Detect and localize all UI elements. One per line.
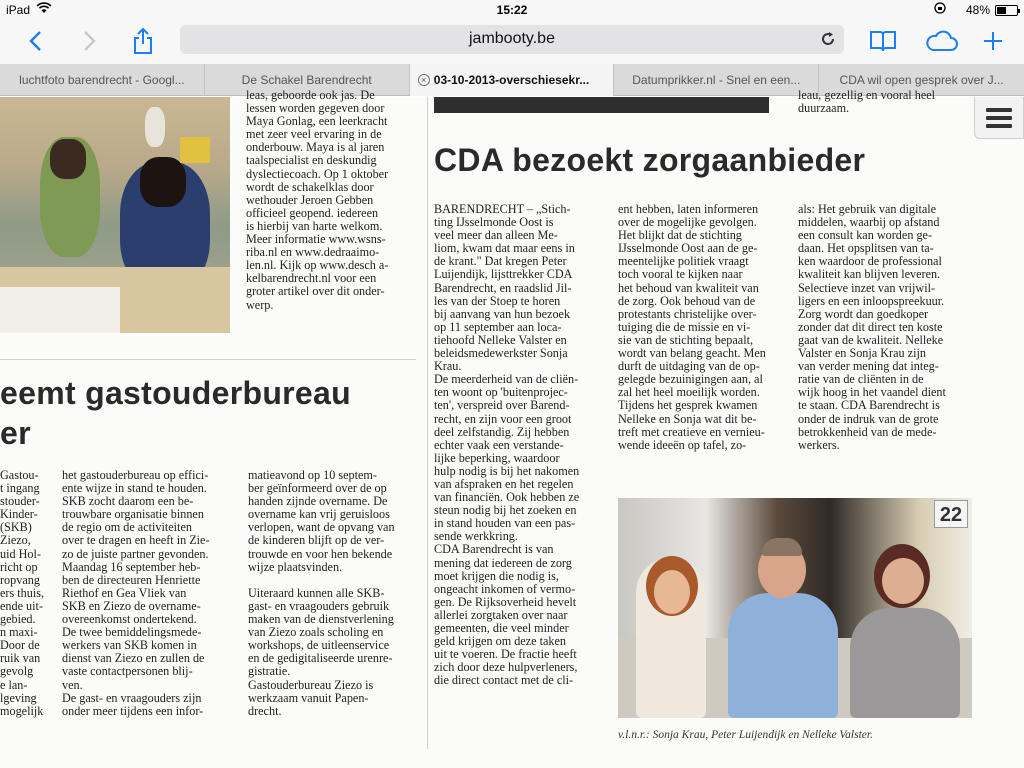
text-line: BARENDRECHT – „Stich- [434,202,571,216]
tab-datumprikker[interactable] [614,64,819,96]
hamburger-icon-bar [986,124,1012,128]
text-line: lgeving [0,690,37,705]
tab-luchtfoto[interactable] [0,64,205,96]
text-line: gen. De Rijksoverheid hevelt [434,594,577,609]
text-line: geld krijgen om deze taken [434,634,566,649]
text-line: toch vooral te kijken naar [618,267,743,282]
text-line [248,574,416,587]
text-line: een consult kan worden ge- [798,228,933,243]
text-line: wordt van belang geacht. Men [618,346,766,361]
text-line: onder meer tijdens een infor- [62,703,204,718]
text-line: maken van de dienstverlening [248,612,394,627]
chevron-right-icon [83,30,97,52]
text-line: overname kan vrij geruisloos [248,507,390,522]
text-line: riba.nl en www.dedraaimo- [246,245,380,260]
text-line: Selectieve inzet van vrijwil- [798,280,936,295]
text-line: deel zelfstandig. Zij hebben [434,424,570,439]
text-line: veel meer dan alleen Me- [434,228,558,243]
headline-line: eemt gastouderbureau [0,375,351,411]
clock: 15:22 [496,3,528,17]
article-cda-col1 [434,203,604,687]
text-line: Maya Gonlag, een leerkracht [246,114,388,129]
text-line: mening dat iedereen de zorg [434,555,572,570]
text-line: is hierbij van harte welkom. [246,218,383,233]
text-line: Het blijkt dat de stichting [618,228,742,243]
divider [0,359,416,360]
text-line: ruik van [0,651,41,666]
text-line: het gastouderbureau op effici- [62,468,209,482]
device-name: iPad [6,3,31,17]
text-line: gebied. [0,612,36,627]
text-line: (SKB) [0,520,32,535]
text-line: ben de directeuren Henriette [62,572,201,587]
text-line: gemeenten, die veel minder [434,621,569,635]
text-line: gast- en vraagouders gebruik [248,598,390,613]
text-line: over de mogelijke gevolgen. [618,215,757,230]
book-icon [869,29,897,53]
text-line: Gastouderbureau Ziezo is [248,677,374,692]
text-line: uit te voeren. De fractie heeft [434,647,577,662]
text-line: werkers van SKB komen in [62,638,197,653]
text-line: ten woont op 'buitenprojec- [434,385,568,400]
text-line: Tijdens het gesprek kwamen [618,398,758,413]
text-line: leau, gezellig en vooral heel [798,88,936,102]
text-line: ente wijze in stand te houden. [62,481,207,496]
text-line: ropvang [0,572,40,587]
text-line: treft met creatieve en vernieu- [618,424,765,439]
text-line: tuiging die de missie en vi- [618,319,751,334]
web-page[interactable] [0,88,1024,768]
hamburger-icon [986,108,1012,112]
text-line: ting IJsselmonde Oost is [434,215,554,230]
text-line: ven. [62,677,83,692]
text-line: drecht. [248,703,282,718]
share-icon [132,27,154,55]
text-line: werkers. [798,437,840,452]
text-line: moet krijgen die nodig is, [434,568,559,583]
text-line: Krau. [434,359,462,374]
text-line: gevolg [0,664,34,679]
text-line: van verder mening dat integ- [798,359,939,374]
classroom-photo [0,97,230,333]
text-line: van afspraken en het regelen [434,476,574,491]
text-line: Uiteraard kunnen alle SKB- [248,585,385,600]
text-line: ten', verspreid over Barend- [434,398,570,413]
text-line: Barendrecht, en raadslid Jil- [434,280,572,295]
text-line: wordt de schakelklas door [246,179,374,194]
text-line: ken waardoor de professional [798,254,942,269]
text-line: ongeacht inkomen of vermo- [434,581,576,596]
site-menu-button[interactable] [974,97,1024,139]
photo-caption: v.l.n.r.: Sonja Krau, Peter Luijendijk en Nelleke Valster. [618,729,873,741]
text-line: matieavond op 10 septem- [248,468,377,482]
text-line: workshops, de uitleenservice [248,638,390,653]
battery-icon [995,5,1018,16]
text-line: officieel geopend. iedereen [246,205,379,220]
text-line: dienst van Ziezo en zullen de [62,651,205,666]
article-schakelklas-text [246,89,416,312]
text-line: richt op [0,559,38,574]
url-text: jambooty.be [469,30,555,47]
text-line: taalspecialist en deskundig [246,153,377,168]
article-cda-headline: CDA bezoekt zorgaanbieder [434,142,866,178]
house-number: 22 [934,500,968,528]
text-line: Riethof en Gea Vliek van [62,585,187,600]
tab-label: 03-10-2013-overschiesekr... [433,73,590,87]
text-line: handen zijnde overname. De [248,494,388,509]
text-line: Kinder- [0,507,38,522]
text-line: beleidsmedewerkster Sonja [434,346,568,361]
text-line: t ingang [0,481,40,496]
text-line: daan. Het opsplitsen van ta- [798,241,934,256]
text-line: CDA Barendrecht is van [434,542,554,557]
text-line: tiehoofd Nelleke Valster en [434,332,567,347]
text-line: zich door deze hulpverleners, [434,660,578,675]
tab-label: De Schakel Barendrecht [241,73,372,87]
text-line: overeenkomst ondertekend. [62,612,197,627]
text-line: verlopen, want de opvang van [248,520,395,535]
text-line: ratie van de cliënten in de [798,372,924,387]
bookmarks-button[interactable] [866,24,900,58]
text-line: gaat van de kwaliteit. Nelleke [798,332,944,347]
text-line: De gast- en vraagouders zijn [62,690,202,705]
text-line: trouwbare organisatie binnen [62,507,204,522]
cloud-icon [924,29,960,53]
text-line: protestants christelijke over- [618,306,757,321]
address-bar[interactable] [180,25,844,54]
text-line: en de gedigitaliseerde urenre- [248,651,393,666]
text-line: Nelleke en Sonja wat dit be- [618,411,757,426]
text-line: wijk hoog in het vaandel dient [798,385,946,400]
text-line: hulp nodig is bij het nakomen [434,463,580,478]
article-cda-col3 [798,203,972,452]
text-line: de regio om de activiteiten [62,520,192,535]
text-line: van Ziezo zoals scholing en [248,625,384,640]
tab-label: Datumprikker.nl - Snel en een... [632,73,801,87]
battery-percent: 48% [965,3,990,17]
text-line: Door de [0,638,40,653]
text-line: Zorg wordt dan goedkoper [798,306,929,321]
new-tab-button[interactable] [976,24,1010,58]
text-line: De twee bemiddelingsmede- [62,625,202,640]
text-line: bij aanvang van hun bezoek [434,306,571,321]
text-line: zonder dat dit direct ten koste [798,319,943,334]
text-line: het behoud van kwaliteit van [618,280,759,295]
text-line: ber geïnformeerd over de op [248,481,387,496]
text-line: Valster en Sonja Krau zijn [798,346,926,361]
text-line: van financiën. Ook hebben ze [434,490,580,505]
text-line: SKB en Ziezo de overname- [62,598,201,613]
text-line: len.nl. Kijk op www.desch a- [246,258,389,273]
text-line: Ziezo, [0,533,31,548]
text-line: vaste contactpersonen blij- [62,664,193,679]
icloud-tabs-button[interactable] [922,24,962,58]
article-gastouder-col3 [248,469,416,718]
text-line: duurzaam. [798,101,850,116]
text-line: zo de juiste partner gevonden. [62,546,209,561]
text-line: de zorg. Ook behoud van de [618,293,756,308]
text-line: gistratie. [248,664,291,679]
text-line: les van der Stoep te horen [434,293,561,308]
text-line: te staan. CDA Barendrecht is [798,398,940,413]
column-divider [427,97,428,749]
rotation-lock-icon [934,2,946,17]
text-line: als: Het gebruik van digitale [798,202,937,216]
text-line: recht, en zijn voor een groot [434,411,572,426]
article-gastouder-col2 [62,469,236,718]
status-bar [0,0,1024,20]
plus-icon [982,30,1004,52]
back-button[interactable] [18,24,52,58]
text-line: IJsselmonde Oost aan de ge- [618,241,758,256]
share-button[interactable] [126,24,160,58]
text-line: Gastou- [0,468,39,482]
hamburger-icon-bar [986,116,1012,120]
text-line: wethouder Jeroen Gebben [246,192,374,207]
browser-toolbar [0,20,1024,64]
text-line: sende werkkring. [434,529,518,544]
tab-overschiesekrant[interactable] [410,64,615,96]
text-line: steun nodig bij het zoeken en [434,503,577,518]
text-line: onder de indruk van de grote [798,411,939,426]
headline-line: er [0,415,31,451]
text-line: echter vaak een verstande- [434,437,564,452]
text-line: met zeer veel ervaring in de [246,127,382,142]
text-line: De meerderheid van de cliën- [434,372,579,387]
text-line: de krant." Dat kregen Peter [434,254,567,269]
reload-icon [820,31,836,47]
reload-button[interactable] [818,29,838,49]
text-line: allerlei zorgtaken over naar [434,607,568,622]
text-line: op 11 september aan loca- [434,319,562,334]
text-line: durft de uitdaging van de op- [618,359,760,374]
tab-label: luchtfoto barendrecht - Googl... [19,73,185,87]
text-line: middelen, waarbij op afstand [798,215,940,230]
text-line: leas, geboorde ook jas. De [246,88,375,102]
text-line: zal het heel moeilijk worden. [618,385,760,400]
text-line: lijke beperking, waardoor [434,450,560,465]
text-line: lessen worden gegeven door [246,101,385,116]
chevron-left-icon [28,30,42,52]
text-line: e lan- [0,677,28,692]
article-top-right-text [798,89,970,115]
text-line: stouder- [0,494,40,509]
text-line: in stand houden van een pas- [434,516,576,531]
text-line: wende ideeën op tafel, zo- [618,437,747,452]
text-line: gelegde bezuinigingen aan, al [618,372,763,387]
close-tab-icon[interactable]: × [418,74,430,86]
text-line: Meer informatie www.wsns- [246,232,386,247]
text-line: ligers en een inloopspreekuur. [798,293,945,308]
text-line: Luijendijk, lijsttrekker CDA [434,267,573,282]
text-line: sie van de stichting bepaalt, [618,332,754,347]
text-line: liom, kwam dat maar eens in [434,241,575,256]
text-line: over te dragen en heeft in Zie- [62,533,210,548]
text-line: uid Hol- [0,546,41,561]
text-line: dyslectiecoach. Op 1 oktober [246,166,389,181]
article-gastouder-col1 [0,469,50,718]
text-line: trouwde en voor hen bekende [248,546,393,561]
photo-strip [434,97,769,113]
text-line: onderbouw. Maya is al jaren [246,140,385,155]
text-line: die direct contact met de cli- [434,673,574,688]
text-line: ers thuis, [0,585,45,600]
text-line: mogelijk [0,703,44,718]
article-cda-col2 [618,203,786,452]
article-gastouder-headline [0,373,351,453]
tab-label: CDA wil open gesprek over J... [839,73,1004,87]
cda-group-photo [618,498,972,718]
text-line: ende uit- [0,598,43,613]
text-line: betrokkenheid van de mede- [798,424,937,439]
text-line: werkzaam vanuit Papen- [248,690,369,705]
text-line: de kinderen blijft op de ver- [248,533,385,548]
text-line: kwaliteit kan blijven leveren. [798,267,941,282]
forward-button[interactable] [73,24,107,58]
text-line: kelbarendrecht.nl voor een [246,271,377,286]
text-line: wijze plaatsvinden. [248,559,343,574]
text-line: groter artikel over dit onder- [246,284,385,299]
text-line: Maandag 16 september heb- [62,559,201,574]
text-line: ent hebben, laten informeren [618,202,759,216]
text-line: n maxi- [0,625,38,640]
text-line: SKB zocht daarom een be- [62,494,194,509]
text-line: werp. [246,297,274,312]
text-line: meentelijke politiek vraagt [618,254,749,269]
